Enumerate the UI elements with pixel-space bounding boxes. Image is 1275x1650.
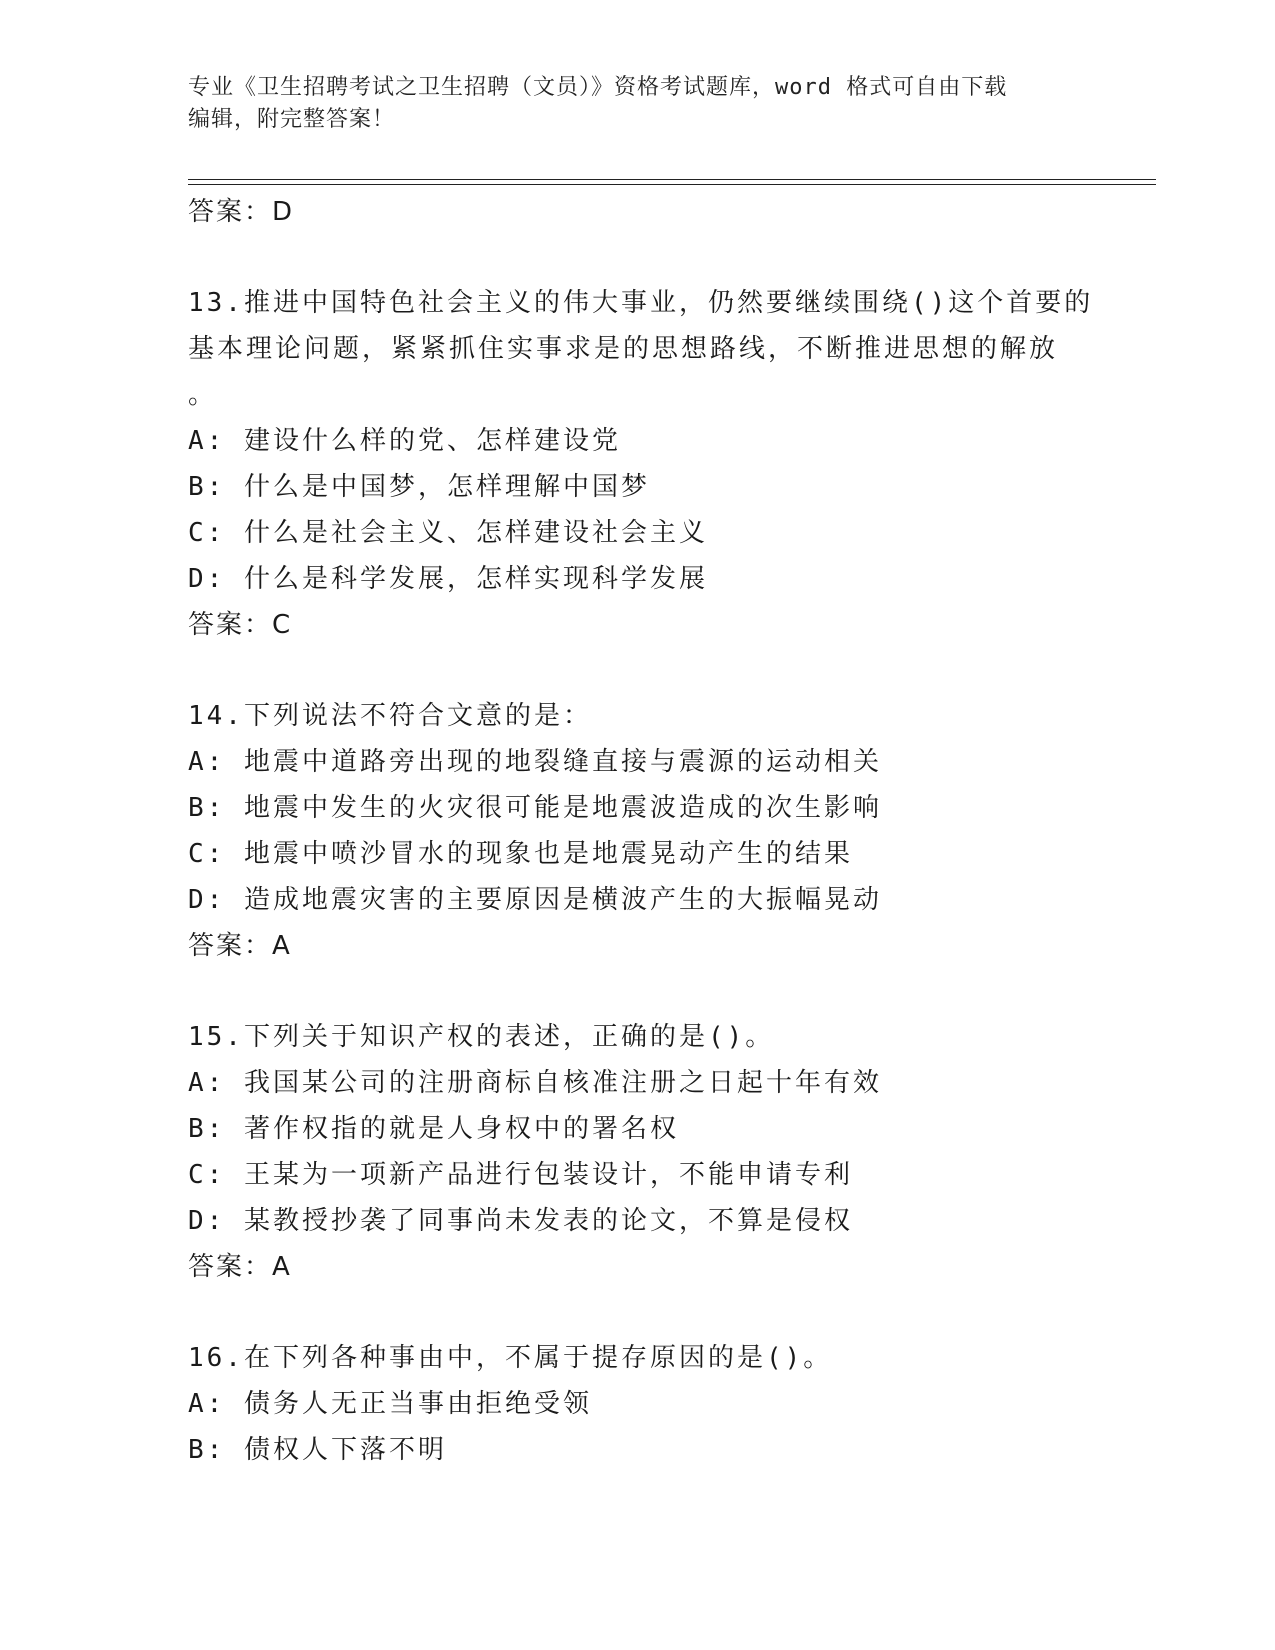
question-15 bbox=[188, 1014, 1188, 1290]
option-b: B: 著作权指的就是人身权中的署名权 bbox=[188, 1114, 679, 1144]
document-header bbox=[188, 72, 1088, 136]
header-line-2: 编辑，附完整答案！ bbox=[188, 107, 396, 132]
question-text: 。 bbox=[188, 380, 218, 410]
question-text: 14.下列说法不符合文意的是： bbox=[188, 701, 592, 731]
option-a: A: 债务人无正当事由拒绝受领 bbox=[188, 1389, 592, 1419]
option-d: D: 造成地震灾害的主要原因是横波产生的大振幅晃动 bbox=[188, 885, 882, 915]
question-text: 13.推进中国特色社会主义的伟大事业，仍然要继续围绕()这个首要的 bbox=[188, 288, 1094, 318]
answer-line: 答案：A bbox=[188, 931, 292, 961]
header-divider-bottom bbox=[188, 184, 1156, 185]
option-a: A: 建设什么样的党、怎样建设党 bbox=[188, 426, 621, 456]
question-text: 基本理论问题，紧紧抓住实事求是的思想路线，不断推进思想的解放 bbox=[188, 334, 1059, 364]
header-divider-top bbox=[188, 179, 1156, 180]
answer-line: 答案：A bbox=[188, 1252, 292, 1282]
option-a: A: 我国某公司的注册商标自核准注册之日起十年有效 bbox=[188, 1068, 882, 1098]
option-c: C: 地震中喷沙冒水的现象也是地震晃动产生的结果 bbox=[188, 839, 853, 869]
question-text: 15.下列关于知识产权的表述，正确的是()。 bbox=[188, 1022, 775, 1052]
spacer bbox=[188, 648, 1188, 693]
spacer bbox=[188, 1290, 1188, 1335]
option-c: C: 什么是社会主义、怎样建设社会主义 bbox=[188, 518, 708, 548]
option-d: D: 什么是科学发展，怎样实现科学发展 bbox=[188, 564, 708, 594]
question-14 bbox=[188, 693, 1188, 969]
option-d: D: 某教授抄袭了同事尚未发表的论文，不算是侵权 bbox=[188, 1206, 853, 1236]
option-c: C: 王某为一项新产品进行包装设计，不能申请专利 bbox=[188, 1160, 853, 1190]
spacer bbox=[188, 969, 1188, 1014]
spacer bbox=[188, 235, 1188, 280]
question-text: 16.在下列各种事由中，不属于提存原因的是()。 bbox=[188, 1343, 833, 1373]
header-line-1: 专业《卫生招聘考试之卫生招聘（文员）》资格考试题库，word 格式可自由下载 bbox=[188, 75, 1008, 100]
option-b: B: 什么是中国梦，怎样理解中国梦 bbox=[188, 472, 650, 502]
question-list bbox=[188, 189, 1188, 1473]
option-a: A: 地震中道路旁出现的地裂缝直接与震源的运动相关 bbox=[188, 747, 882, 777]
question-13 bbox=[188, 280, 1188, 648]
option-b: B: 债权人下落不明 bbox=[188, 1435, 447, 1465]
question-16 bbox=[188, 1335, 1188, 1473]
answer-line: 答案：C bbox=[188, 610, 293, 640]
answer-line: 答案：D bbox=[188, 197, 295, 227]
option-b: B: 地震中发生的火灾很可能是地震波造成的次生影响 bbox=[188, 793, 882, 823]
